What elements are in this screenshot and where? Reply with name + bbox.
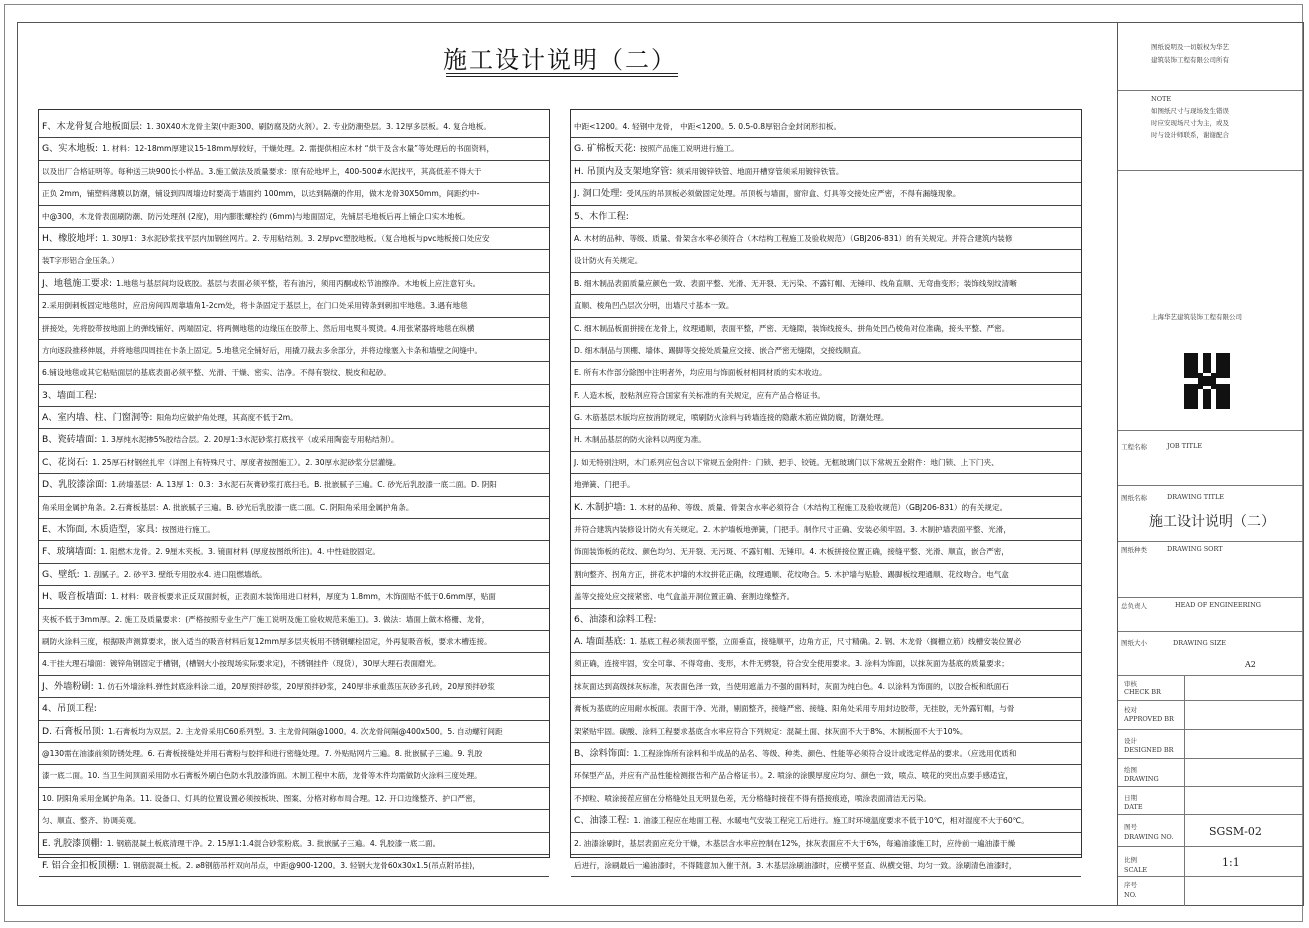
spec-heading: 6、油漆和涂料工程: [574,613,657,625]
spec-line [39,183,549,205]
spec-heading: F、玻璃墙面: [42,546,97,558]
spec-text: H. 木制品基层的防火涂料以两度为准。 [574,435,706,445]
spec-text: A. 木材的品种、等级、质量、骨架含水率必须符合（木结构工程施工及验收规范）（GBJ206-831）的有关规定。并符合建筑内装修 [574,233,1013,243]
spec-text: C. 细木制品板面拼接在龙骨上，纹理通顺，表面平整，严密、无缝隙，装饰线接头、拼角处凹凸棱角对位准确，接头平整、严密。 [574,323,1010,333]
spec-line [39,250,549,272]
spec-text: 不掉粒、喷涂接茬应留在分格缝处且无明显色差，无分格缝时接茬不得有搭接痕迹，喷涂表面清洁无污染。 [574,793,931,803]
copyright-line-2: 建筑装饰工程有限公司所有 [1151,56,1229,64]
spec-heading: G、实木地板: [42,143,99,155]
spec-line [571,765,1081,787]
spec-text: 正负 2mm，铺塑料薄膜以防潮，铺设到四周墙边时要高于墙面约 100mm，以达到隔潮的作用，做木龙骨30X50mm，间距约中- [42,189,480,199]
spec-text: 1.石膏板均为双层。2. 主龙骨采用C60系列型。3. 主龙骨间隔@1000。4. 次龙骨间隔@400x500。5. 自动螺钉间距 [107,726,503,736]
spec-heading: F、木龙骨复合地板面层: [42,121,143,132]
spec-text: 装T字形铝合金压条。） [42,256,119,266]
size-value: A2 [1245,660,1256,669]
copyright-section [1118,23,1303,91]
spec-text: 按照产品施工说明进行施工。 [640,144,739,154]
spec-text: 后进行，涂刷最后一遍油漆时，不得随意加入催干剂。3. 木基层涂刷油漆时，应横平竖直、纵横交错、均匀一致。涂刷清色油漆时， [574,860,1017,870]
spec-line [571,631,1081,653]
spec-line [571,116,1081,138]
spec-text: 抹灰面达到高级抹灰标准，灰表面色泽一致，当使用遮盖力不强的面料时，灰面为纯白色。4. 以涂料为饰面的，以胶合板和纸面石 [574,681,1009,691]
check-row [1118,676,1303,701]
spec-text: 中@300，木龙骨表面刷防潮、防污处理剂 (2度)，用内膨胀螺栓约 (6mm)与地面固定，先铺层毛地板后再上铺企口实木地板。 [42,211,470,221]
drawing-no-row [1118,815,1303,847]
spec-heading: B、涂料饰面: [574,747,630,759]
title-underline [446,73,678,74]
spec-line [39,497,549,519]
spec-line [39,833,549,855]
spec-text: 10. 阴阳角采用金属护角条。11. 设备口、灯具的位置设置必须按板块、图案、分格对称布局合理。12. 开口边缘整齐、护口严密， [42,793,481,803]
spec-heading: B、瓷砖墙面: [42,434,98,446]
spec-text: 直顺、棱角凹凸层次分明，出墙尺寸基本一致。 [574,301,734,311]
spec-heading: A、室内墙、柱、门窗洞等: [42,412,153,424]
spec-line [39,385,549,407]
spec-line [571,788,1081,810]
spec-line [571,743,1081,765]
spec-line [571,721,1081,743]
scale-value: 1:1 [1222,856,1240,869]
spec-text: 2. 油漆涂刷时，基层表面应充分干燥，木基层含水率应控制在12%，抹灰表面应不大于6%，每遍油漆施工时，应待前一遍油漆干燥 [574,838,1016,848]
head-engineering-section [1118,598,1303,632]
spec-text: 1. 25厚石材钢丝扎牢（详图上有特殊尺寸、厚度者按图施工）。2. 30厚水泥砂浆分层灌缝。 [92,457,401,467]
spec-line [39,631,549,653]
spec-heading: K. 木制护墙: [574,501,626,513]
spec-text: 刷防火涂料三度，根据吸声测算要求，嵌入适当的吸音材料后复12mm厚多层夹板用不锈钢螺栓固定，外再复吸音板，要求木槽连接。 [42,636,492,646]
spec-line [571,564,1081,586]
spec-text: E. 所有木作部分除图中注明者外，均应用与饰面板材相同材质的实木收边。 [574,368,827,378]
drawing-sort-label-en: DRAWING SORT [1167,545,1223,553]
spec-line [571,810,1081,832]
spec-line [571,541,1081,563]
spec-text: @130需在油漆前须防锈处理。6. 石膏板接缝处并用石膏粉与胶拌和进行密缝处理。7. 外贴贴网片三遍。8. 批嵌腻子三遍。9. 乳胶 [42,748,483,758]
spec-text: 饰面装饰板的花纹、颜色均匀、无开裂、无污斑、不露钉帽、无锤印。4. 木板拼接位置正确，接缝平整、光滑、顺直，嵌合严密， [574,547,1009,557]
drawing-label-en: DRAWING [1124,775,1159,783]
check-label-cn: 审核 [1124,680,1137,688]
spec-text: 阳角均应做护角处理，其高度不低于2m。 [156,413,298,423]
spec-heading: D、乳胶漆涂面: [42,479,108,491]
spec-line [571,295,1081,317]
designed-label-en: DESIGNED BR [1124,746,1174,754]
spec-heading: H、橡胶地坪: [42,232,98,244]
scale-label-cn: 比例 [1124,856,1137,864]
spec-line [39,676,549,698]
spec-text: 1.地毯与基层间均设底胶。基层与表面必须平整，若有油污，须用丙酮或松节油擦净。木地板上应注意钉头。 [116,278,481,288]
spec-line [571,698,1081,720]
scale-label-en: SCALE [1124,866,1148,874]
size-label-en: DRAWING SIZE [1173,639,1227,647]
designed-row [1118,730,1303,759]
spec-line [39,206,549,228]
spec-text: 方向逐段推移伸展，并将地毯四周挂在卡条上固定。5.地毯完全铺好后，用撬刀裁去多余部分，并将边缘塞入卡条和墙壁之间缝中。 [42,345,483,355]
spec-line [39,340,549,362]
spec-line [39,228,549,250]
spec-text: 1. 材料：吸音板要求正反双面封板，正表面木装饰用进口材料，厚度为 1.8mm，木饰面贴不低于0.6mm厚，贴面 [111,592,496,602]
date-row [1118,787,1303,815]
spec-line [571,161,1081,183]
spec-text: D. 细木制品与顶棚、墙体、踢脚等交接处质量应交接、嵌合严密无缝隙，交接线顺直。 [574,345,866,355]
spec-line [571,855,1081,877]
spec-text: B. 细木制品表面质量应颜色一致、表面平整、光滑、无开裂、无污染、不露钉帽、无锤印、线角直顺、无弯曲变形；装饰线刻纹清晰 [574,278,1017,288]
spec-text: 盖等交接处应交接紧密、电气盒盖开洞位置正确、套割边缘整齐。 [574,592,795,602]
seq-row [1118,877,1303,906]
approved-row [1118,701,1303,730]
spec-line [39,541,549,563]
title-underline-double [446,76,678,77]
spec-line [571,340,1081,362]
drawing-title-label-cn: 图纸名称 [1121,494,1147,502]
note-line-3: 时与设计师联系，谢谢配合 [1151,131,1229,139]
company-name: 上海华艺建筑装饰工程有限公司 [1151,313,1242,321]
date-label-cn: 日期 [1124,794,1137,802]
spec-line [39,765,549,787]
head-label-cn: 总负责人 [1121,602,1147,610]
spec-line [39,609,549,631]
page-title: 施工设计说明（二） [443,46,677,74]
spec-heading: H、吸音板墙面: [42,591,108,603]
spec-text: 膏板为基底的应用耐水板面。表面干净、光滑，剔面整齐，接缝严密、接缝、阳角处采用专用封边胶带，无挂胶，无外露钉帽，与骨 [574,704,1015,714]
signoff-divider [1184,676,1185,906]
spec-line [571,653,1081,675]
spec-line [39,743,549,765]
title-block [1117,22,1304,906]
spec-line [571,250,1081,272]
spec-text: 角采用金属护角条。2.石膏板基层：A. 批嵌腻子三遍。B. 砂光后乳胶漆一底二面。C. 阴阳角采用金属护角条。 [42,502,414,512]
drawing-row [1118,759,1303,787]
spec-line [571,385,1081,407]
spec-column-right [570,109,1082,870]
spec-line [571,519,1081,541]
spec-heading: J、外墙粉刷: [42,680,94,692]
spec-text: F. 人造木板，胶粘剂应符合国家有关标准的有关规定，应有产品合格证书。 [574,390,825,400]
spec-text: 受风压的吊顶板必须做固定处理。吊顶板与墙面，窗帘盒、灯具等交接处应严密，不得有漏缝现象。 [626,189,961,199]
designed-label-cn: 设计 [1124,737,1137,745]
note-label: NOTE [1151,95,1172,103]
spec-line [39,519,549,541]
spec-heading: D. 石膏板吊顶: [42,725,104,737]
spec-text: 1. 30X40木龙骨主架(中距300、刷防腐及防火剂）。2. 专业防潮垫层。3. 12厚多层板。4. 复合地板。 [146,122,491,131]
spec-line [571,362,1081,384]
spec-line [571,407,1081,429]
drawing-no-label-cn: 图号 [1124,823,1137,831]
spec-heading: A. 墙面基底: [574,635,626,647]
date-label-en: DATE [1124,803,1143,811]
spec-line [39,429,549,451]
spec-heading: 5、木作工程: [574,210,629,222]
spec-text: 2.采用倒刺板固定地毯时，应沿房间四周靠墙角1-2cm处，将卡条固定于基层上，在门口处采用铸条到刺扣牢地毯。3.遇有地毯 [42,301,468,311]
spec-text: G. 木筋基层木版均应按消防规定，喷刷防火涂料与砖墙连接的隐蔽木筋应做防腐，防潮处理。 [574,413,889,423]
spec-line [571,452,1081,474]
spec-text: 以及出厂合格证明等。每种送三块900长小样品。3.施工做法及质量要求：原有砼地坪上，400-500#水泥找平，其高低差不得大于 [42,166,482,176]
spec-text: 1. 钢筋混凝土板。2. ⌀8钢筋吊杆双向吊点，中距@900-1200。3. 轻钢大龙骨60x30x1.5(吊点附吊挂)， [123,860,480,870]
approved-label-en: APPROVED BR [1124,715,1174,723]
spec-text: 1. 刮腻子。2. 砂平3. 壁纸专用胶水4. 进口阻燃墙纸。 [83,569,267,579]
spec-heading: C、花岗石: [42,456,89,468]
drawing-no-label-en: DRAWING NO. [1124,833,1174,841]
spec-text: 1. 阻燃木龙骨。2. 9厘木夹板。3. 镜面材料 (厚度按图纸所注)。4. 中性硅胶固定。 [100,547,380,557]
spec-line [39,564,549,586]
spec-line [39,295,549,317]
spec-text: 匀、顺直、整齐、协调美观。 [42,816,141,826]
spec-line [39,318,549,340]
spec-line [39,788,549,810]
spec-line [571,429,1081,451]
spec-text: 按图进行施工。 [161,525,215,535]
drawing-label-cn: 绘图 [1124,766,1137,774]
spec-text: 1. 钢筋混凝土板底清理干净。2. 15厚1:1.4混合砂浆粉底。3. 批嵌腻子三遍。4. 乳胶漆一底二面。 [106,838,441,848]
spec-line [39,138,549,160]
spec-heading: C、油漆工程: [574,815,630,827]
spec-line [571,676,1081,698]
spec-line [39,362,549,384]
spec-text: 1.工程涂饰所有涂料和半成品的品名、等级、种类、颜色、性能等必须符合设计或选定样品的要求。（应选用优质和 [633,748,1017,758]
spec-line [39,855,549,877]
scale-row [1118,847,1303,877]
size-label-cn: 图纸大小 [1121,639,1147,647]
spec-line [39,116,549,138]
note-line-2: 时应安现场尺寸为主，或及 [1151,119,1229,127]
spec-line [571,228,1081,250]
spec-line [39,161,549,183]
spec-line [571,206,1081,228]
spec-text: 1. 30厚1：3水泥砂浆找平层内加钢丝网片。2. 专用粘结剂。3. 2厚pvc塑胶地板。（复合地板与pvc地板接口处应安 [101,233,490,243]
spec-text: 漆一底二面。10. 当卫生间顶面采用防水石膏板外刷白色防水乳胶漆饰面。木制工程中木筋，龙骨等木件均需做防火涂料三度处理。 [42,771,482,781]
drawing-title-value: 施工设计说明（二） [1149,514,1275,530]
spec-text: 须采用镀锌铁管、地面开槽穿管须采用镀锌铁管。 [676,166,844,176]
spec-line [39,586,549,608]
drawing-sort-section [1118,542,1303,598]
spec-text: J. 如无特别注明，木门系列应包含以下常规五金附件：门锁、把手、铰链。无框玻璃门以下常规五金附件：地门锁、上下门夹、 [574,457,999,467]
logo-section [1118,171,1303,431]
drawing-no-value: SGSM-02 [1209,825,1262,838]
spec-text: 割向整齐、拐角方正，拼花木护墙的木纹拼花正确，纹理通顺、花纹吻合。5. 木护墙与贴脸、踢脚板纹理通顺、花纹吻合。电气盒 [574,569,1009,579]
note-line-1: 如图纸尺寸与现场发生错误 [1151,107,1229,115]
spec-line [571,138,1081,160]
spec-text: 架紧贴牢固。碳酸、涂料工程要求基底含水率应符合下列规定：混凝土面、抹灰面不大于8%、木制板面不大于10%。 [574,726,968,736]
spec-text: 并符合建筑内装修设计防火有关规定。2. 木护墙板地弹簧，门把手。制作尺寸正确、安装必须牢固。3. 木制护墙表面平整、光滑， [574,525,1011,535]
spec-text: 地弹簧、门把手。 [574,480,635,490]
spec-text: 1. 材料：12-18mm厚建议15-18mm厚较好，干燥处理。2. 需提供相应木材 “烘干及含水量”等处理后的书面资料， [102,144,495,154]
approved-label-cn: 校对 [1124,706,1137,714]
spec-text: 夹板不低于3mm厚。2. 施工及质量要求：(严格按照专业生产厂施工说明及施工验收规范来施工)。3. 做法：墙面上做木格栅、龙骨， [42,614,490,624]
spec-text: 1. 3厚纯水泥掺5%胶结合层。2. 20厚1:3水泥砂浆打底找平（或采用陶瓷专用粘结剂）。 [101,435,399,445]
copyright-line-1: 图纸说明及一切版权为华艺 [1151,43,1229,51]
spec-heading: G. 矿棉板天花: [574,143,636,155]
spec-text: 1. 油漆工程应在地面工程、水暖电气安装工程完工后进行。施工时环境温度要求不低于10℃，相对湿度不大于60℃。 [633,816,1029,826]
spec-text: 1. 基底工程必须表面平整，立面垂直，接缝顺平，边角方正，尺寸精确。2. 钢、木龙骨（搁栅立筋）线槽安装位置必 [629,636,1022,646]
head-label-en: HEAD OF ENGINEERING [1175,601,1262,609]
spec-heading: 3、墙面工程: [42,389,97,401]
spec-heading: 4、吊顶工程: [42,703,97,715]
spec-line [571,273,1081,295]
note-section [1118,91,1303,171]
spec-line [39,810,549,832]
spec-line [571,609,1081,631]
job-title-section [1118,431,1303,486]
spec-line [39,698,549,720]
spec-heading: J. 洞口处理: [574,188,623,200]
spec-line [571,586,1081,608]
spec-heading: J、地毯施工要求: [42,277,113,289]
spec-line [571,183,1081,205]
spec-text: 环保型产品，并应有产品性能检测报告和产品合格证书）。2. 喷涂的涂膜厚度应均匀、颜色一致，喷点、喷花的突出点要手感适宜， [574,771,1013,781]
spec-heading: E. 乳胶漆顶棚: [42,837,103,849]
spec-line [39,474,549,496]
spec-text: 设计防火有关规定。 [574,256,643,266]
spec-heading: G、壁纸: [42,568,80,580]
spec-line [39,653,549,675]
drawing-title-label-en: DRAWING TITLE [1167,493,1225,501]
spec-text: 拼接处，先将胶带按地面上的弹线铺好、两端固定、将两侧地毯的边缘压在胶带上、然后用电熨斗熨烫。4.用张紧器将地毯在纵横 [42,323,475,333]
spec-column-left [38,109,550,871]
job-title-label-en: JOB TITLE [1167,442,1203,450]
spec-text: 须正确，连接牢固，安全可靠、不得弯曲、变形，木件无劈裂，符合安全使用要求。3. 涂料为饰面，以抹灰面为基底的质量要求； [574,659,1009,669]
seq-label-en: NO. [1124,891,1137,899]
spec-text: 1.砖墙基层：A. 13厚 1：0.3：3水泥石灰膏砂浆打底扫毛。B. 批嵌腻子三遍。C. 砂光后乳胶漆一底二面。D. 阴阳 [111,480,497,490]
spec-line [39,407,549,429]
spec-line [571,474,1081,496]
spec-heading: H. 吊顶内及支架地穿管: [574,165,673,177]
spec-heading: E、木饰面, 木质造型，家具: [42,524,158,536]
spec-line [571,497,1081,519]
check-label-en: CHECK BR [1124,688,1161,696]
spec-line [39,452,549,474]
spec-text: 中距<1200。4. 轻钢中龙骨， 中距<1200。5. 0.5-0.8厚铝合金封闭形扣板。 [574,122,842,131]
spec-text: 1. 仿石外墙涂料.弹性封底涂料涂二道，20厚预拌砂浆，20厚预拌砂浆，240厚非承重蒸压灰砂多孔砖，20厚预拌砂浆 [97,681,496,691]
spec-line [39,273,549,295]
spec-heading: F. 铝合金扣板顶棚: [42,859,120,871]
job-title-label-cn: 工程名称 [1121,443,1147,451]
spec-line [571,318,1081,340]
spec-text: 1. 木材的品种、等级、质量、骨架含水率必须符合（木结构工程施工及验收规范）（GBJ206-831）的有关规定。 [629,502,1008,512]
seq-label-cn: 序号 [1124,881,1137,889]
spec-line [39,721,549,743]
drawing-sort-label-cn: 图纸种类 [1121,546,1147,554]
spec-text: 4.干挂大理石墙面：镀锌角钢固定于槽钢，(槽钢大小按现场实际要求定)，不锈钢挂件（现货），30厚大理石表面磨光。 [42,659,441,669]
spec-line [571,833,1081,855]
drawing-size-section [1118,632,1303,676]
company-logo-icon [1184,353,1230,409]
spec-text: 6.铺设地毯或其它粘贴面层的基底表面必须平整、光滑、干燥、密实、洁净。不得有裂纹、脱皮和起砂。 [42,368,391,378]
drawing-title-section [1118,486,1303,542]
